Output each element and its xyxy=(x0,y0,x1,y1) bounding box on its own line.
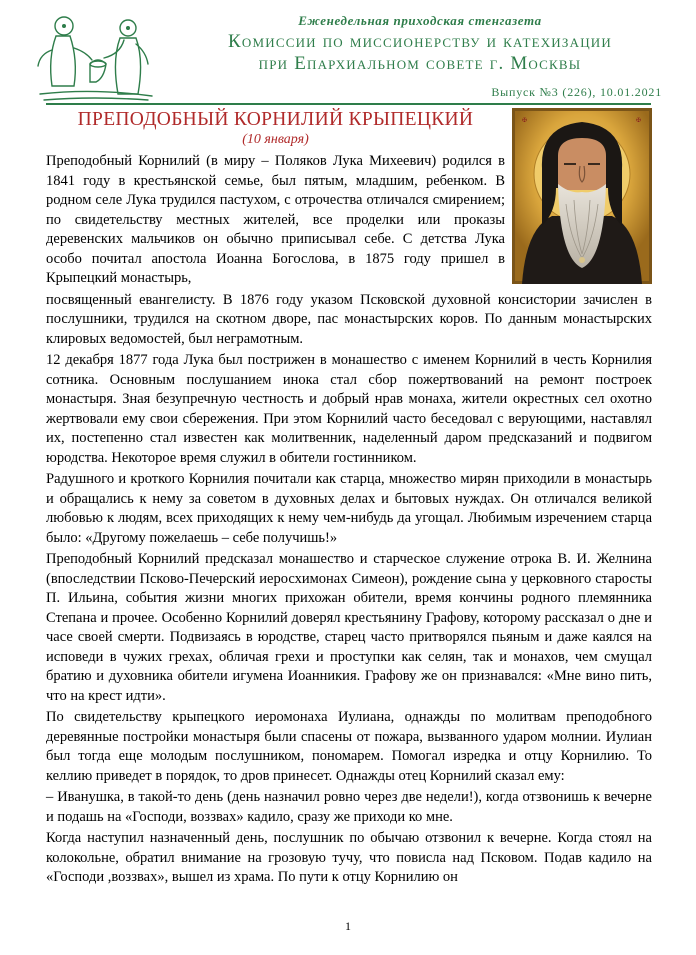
newspaper-logo xyxy=(34,8,156,102)
organization-line-2: при Епархиальном совете г. Москвы xyxy=(258,53,582,74)
issue-info: Выпуск №3 (226), 10.01.2021 xyxy=(491,85,662,99)
svg-text:✠: ✠ xyxy=(636,117,642,124)
svg-text:✠: ✠ xyxy=(522,117,528,124)
feast-date: (10 января) xyxy=(242,132,309,147)
article-title: ПРЕПОДОБНЫЙ КОРНИЛИЙ КРЫПЕЦКИЙ xyxy=(77,109,474,130)
paragraph-1a: Преподобный Корнилий (в миру – Поляков Лука Михеевич) родился в 1841 году в крестьянской семье, был пятым, младшим, ребенком. В родном селе Лука трудился пастухом, с отрочества отличался смирением; по свидетельству местных жителей, все проделки или проказы деревенских мальчиков он обычно приписывал себе. С детства Лука особо почитал апостола Иоанна Богослова, в 1875 году пришел в Крыпецкий монастырь, xyxy=(46,153,505,286)
header-divider xyxy=(46,103,651,105)
paragraph-5: По свидетельству крыпецкого иеромонаха Иулиана, однажды по молитвам преподобного деревянные постройки монастыря были спасены от пожара, вызванного ударом молнии. Иулиан был тогда еще молодым послушником, пономарем. Помогал изредка и отцу Корнилию. То келлию приведет в порядок, то дров принесет. Однажды отец Корнилий сказал ему: xyxy=(46,709,652,784)
paragraph-6: – Иванушка, в такой-то день (день назначил ровно через две недели!), когда отзвонишь к вечерне и подашь на «Господи, воззвах» кадило, сразу же приходи ко мне. xyxy=(46,789,652,825)
paragraph-7: Когда наступил назначенный день, послушник по обычаю отзвонил к вечерне. Когда стоял на колокольне, обратил внимание на грозовую тучу, что повисла над Псковом. Подав кадило на «Господи ,воззвах», вышел из храма. По пути к отцу Корнилию он xyxy=(46,830,652,885)
paragraph-1b: посвященный евангелисту. В 1876 году указом Псковской духовной консистории зачислен в послушники, трудился на скотном дворе, пас монастырских коров. По данным монастырских клировых ведомостей, был неграмотным. xyxy=(46,291,652,347)
paragraph-4: Преподобный Корнилий предсказал монашество и старческое служение отрока В. И. Желнина (впоследствии Псково-Печерский иеросхимонах Симеон), рождение сына у церковного старосты П. Ильина, события жизни многих прихожан обители, время кончины родного племянника Степана и прочее. Особенно Корнилий доверял крестьянину Графову, которому рассказал о дне и часе своей смерти. Подвизаясь в юродстве, старец часто притворялся пьяным и даже каялся на исповеди в чужих грехах, обличая грехи и проступки как селян, так и монахов, чем смущал братию и духовника обители игумена Иоанникия. Графову же он признавался: «Мне вино пить, что на крест идти». xyxy=(46,551,652,704)
paragraph-3: Радушного и кроткого Корнилия почитали как старца, множество мирян приходили в монастырь и обращались к нему за советом в духовных делах и бытовых нуждах. Он отличался великой любовью к людям, всех приходящих к нему чем-нибудь да угощал. Любимым изречением старца было: «Другому пожелаешь – себе получишь!» xyxy=(46,471,652,546)
page-number: 1 xyxy=(345,919,351,933)
article-body xyxy=(46,152,652,890)
organization-line-1: Комиссии по миссионерству и катехизации xyxy=(228,31,612,52)
newspaper-kicker: Еженедельная приходская стенгазета xyxy=(298,13,542,28)
paragraph-2: 12 декабря 1877 года Лука был пострижен в монашество с именем Корнилий в честь Корнилия сотника. Основным послушанием инока стал сбор пожертвований на ремонт построек монастыря. Зная безупречную честность и добрый нрав монаха, жители окрестных сел охотно жертвовали ему свои сбережения. При этом Корнилий часто беседовал с верующими, наставлял их, постепенно стал известен как молитвенник, наделенный даром предсказаний и подвигом юродства. Некоторое время служил в обители гостинником. xyxy=(46,352,652,466)
